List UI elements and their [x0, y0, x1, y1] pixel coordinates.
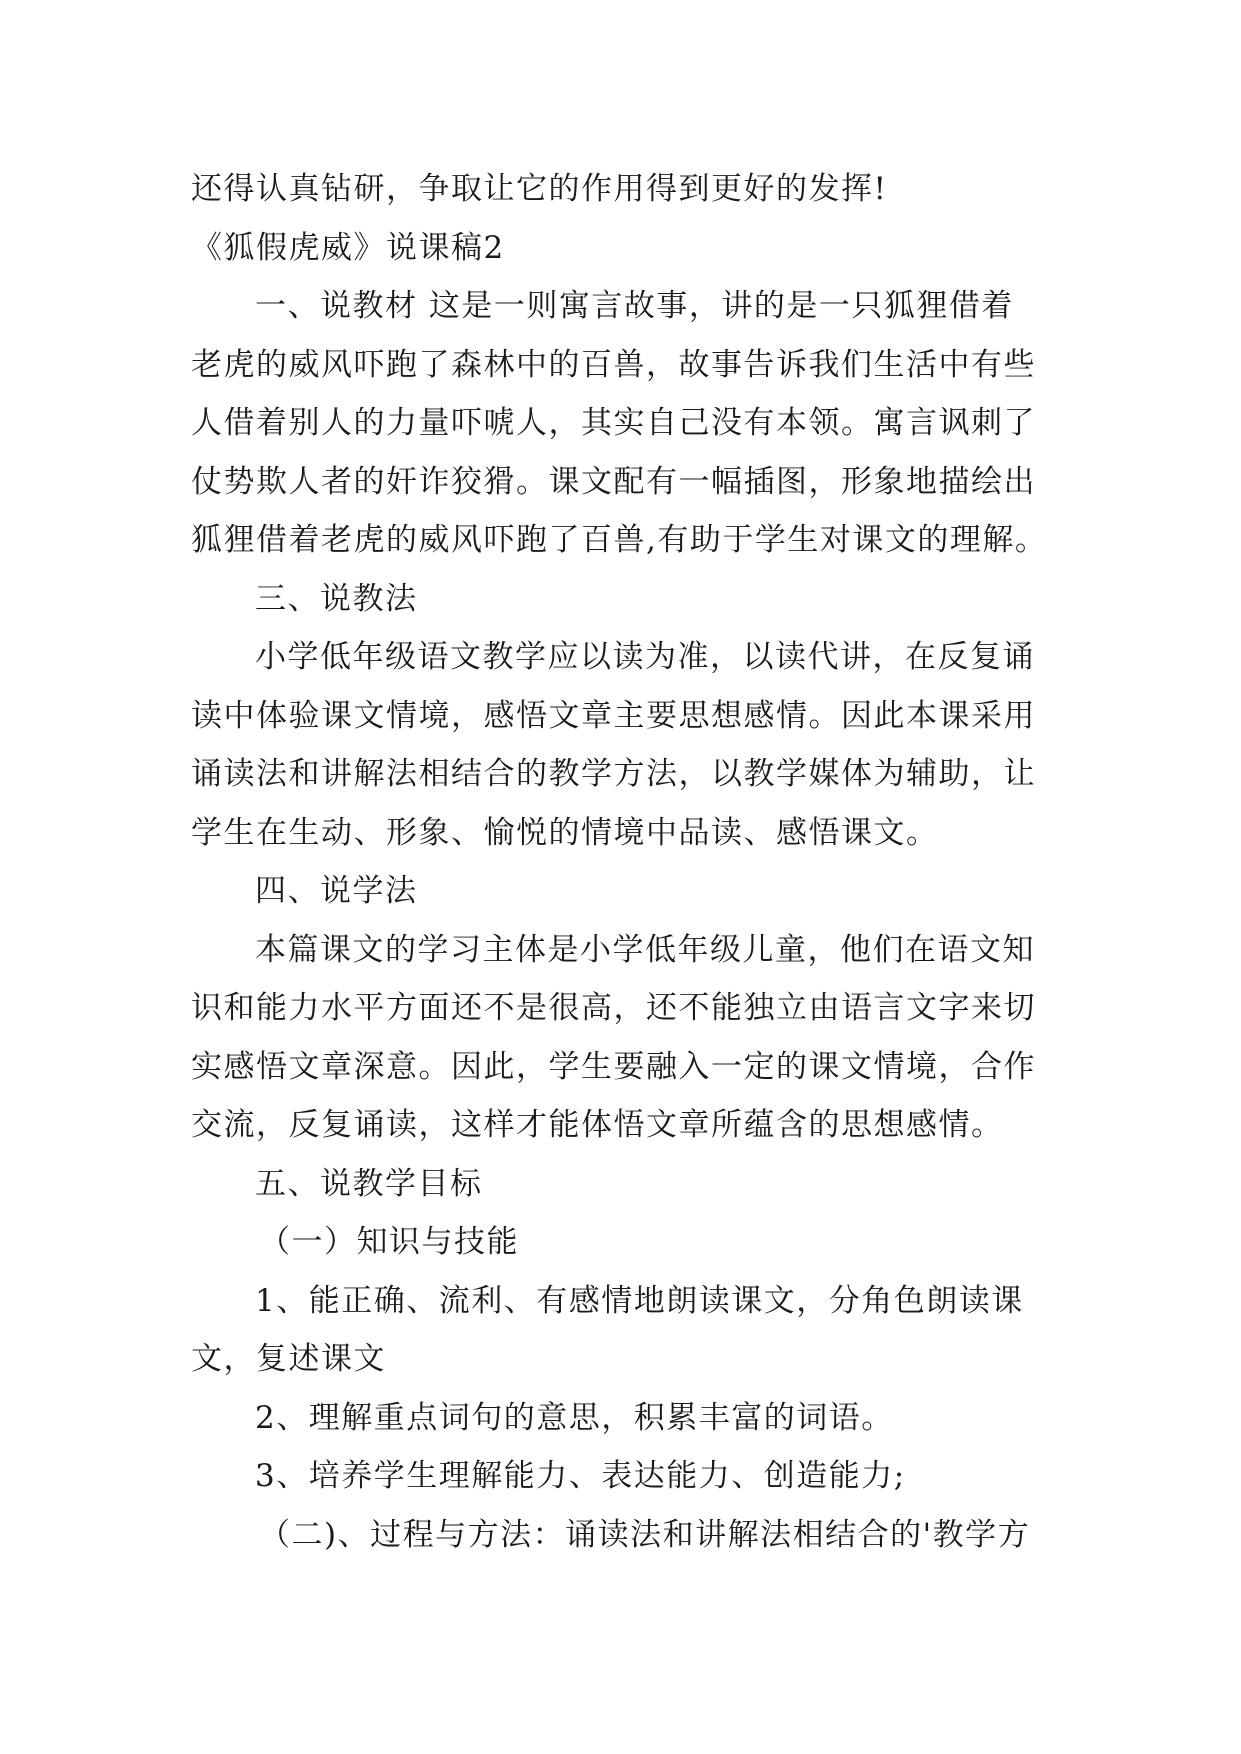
heading-teaching-goals: 五、说教学目标 [255, 1165, 483, 1202]
text-line: 狐狸借着老虎的威风吓跑了百兽,有助于学生对课文的理解。 [191, 522, 1048, 558]
text-line: 本篇课文的学习主体是小学低年级儿童，他们在语文知 [255, 931, 1035, 968]
text-line: 交流，反复诵读，这样才能体悟文章所蕴含的思想感情。 [191, 1107, 1004, 1143]
text-line: 实感悟文章深意。因此，学生要融入一定的课文情境，合作 [191, 1048, 1036, 1085]
subheading-knowledge: （一）知识与技能 [259, 1224, 519, 1260]
heading-learning-method: 四、说学法 [255, 873, 418, 909]
list-item: 1、能正确、流利、有感情地朗读课文，分角色朗读课 [255, 1282, 1024, 1319]
text-line: 识和能力水平方面还不是很高，还不能独立由语言文字来切 [191, 990, 1036, 1026]
text-line: 学生在生动、形象、愉悦的情境中品读、感悟课文。 [191, 814, 939, 851]
text-line: 人借着别人的力量吓唬人，其实自己没有本领。寓言讽刺了 [191, 405, 1036, 441]
list-item: 2、理解重点词句的意思，积累丰富的词语。 [255, 1399, 894, 1436]
text-line: 还得认真钻研，争取让它的作用得到更好的发挥! [191, 171, 888, 207]
text-line: 诵读法和讲解法相结合的教学方法，以教学媒体为辅助，让 [191, 756, 1036, 792]
text-line: 读中体验课文情境，感悟文章主要思想感情。因此本课采用 [191, 697, 1036, 734]
text-line: 仗势欺人者的奸诈狡猾。课文配有一幅插图，形象地描绘出 [191, 463, 1036, 500]
heading-teaching-method: 三、说教法 [255, 580, 418, 617]
text-line: 文，复述课文 [191, 1341, 386, 1377]
list-item: 3、培养学生理解能力、表达能力、创造能力; [255, 1458, 906, 1494]
document-body [191, 160, 1071, 1564]
heading-textbook: 一、说教材 这是一则寓言故事，讲的是一只狐狸借着 [255, 288, 1014, 324]
text-line: 小学低年级语文教学应以读为准，以读代讲，在反复诵 [255, 639, 1035, 675]
text-line: 老虎的威风吓跑了森林中的百兽，故事告诉我们生活中有些 [191, 346, 1036, 383]
subheading-process: （二)、过程与方法：诵读法和讲解法相结合的'教学方 [259, 1516, 1031, 1553]
section-title: 《狐假虎威》说课稿2 [191, 229, 505, 266]
